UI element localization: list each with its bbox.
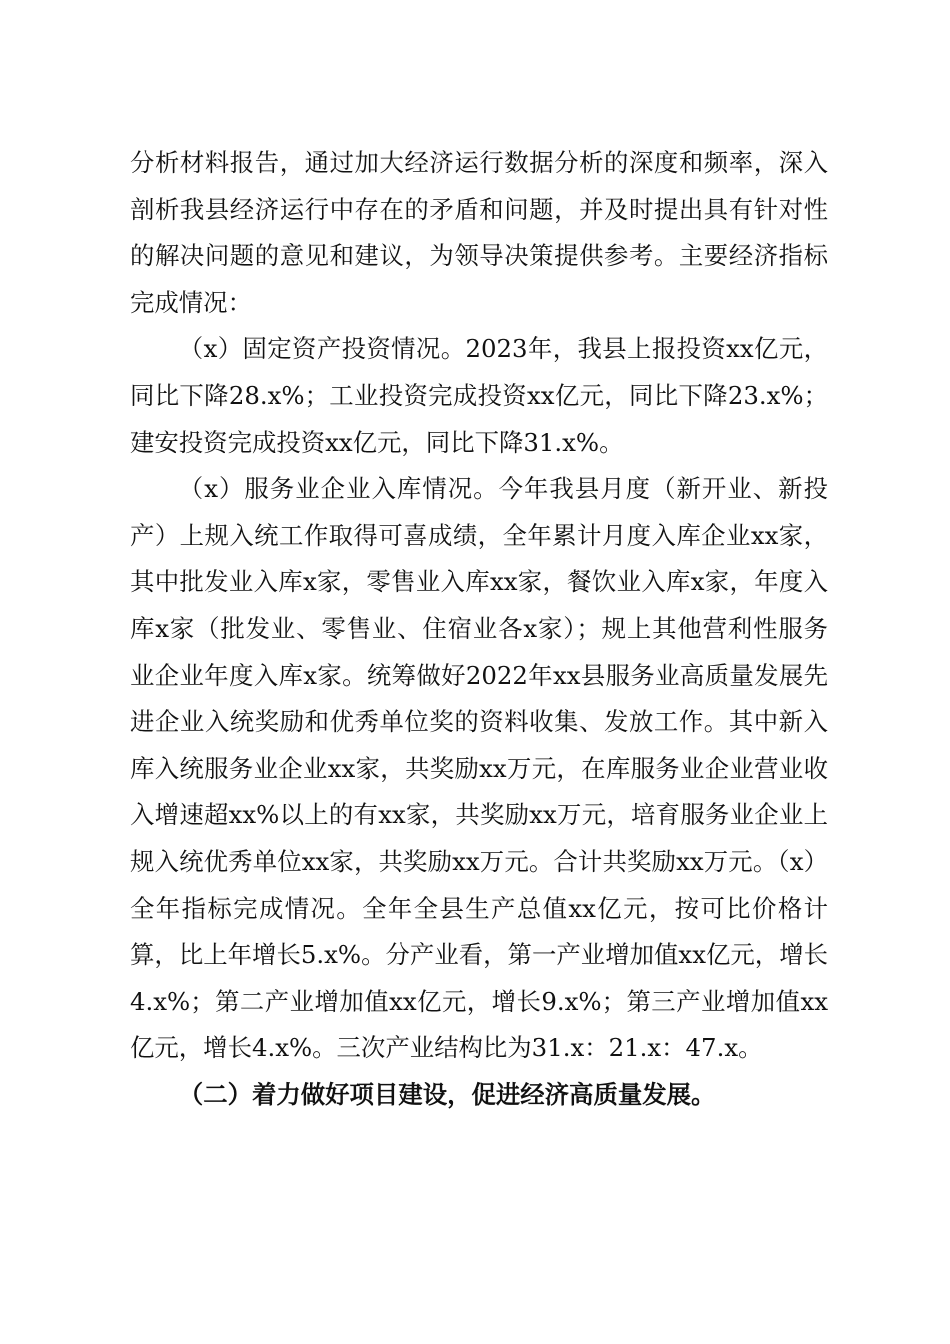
paragraph-fixed-asset-investment: （x）固定资产投资情况。2023年，我县上报投资xx亿元，同比下降28.x%；工业投资完成投资xx亿元，同比下降23.x%；建安投资完成投资xx亿元，同比下降31.x%。 bbox=[130, 334, 828, 457]
document-body bbox=[130, 140, 828, 1118]
paragraph-continuation: 分析材料报告，通过加大经济运行数据分析的深度和频率，深入剖析我县经济运行中存在的矛盾和问题，并及时提出具有针对性的解决问题的意见和建议，为领导决策提供参考。主要经济指标完成情况： bbox=[130, 148, 828, 317]
paragraph-service-enterprises: （x）服务业企业入库情况。今年我县月度（新开业、新投产）上规入统工作取得可喜成绩，全年累计月度入库企业xx家，其中批发业入库x家，零售业入库xx家，餐饮业入库x家，年度入库x家（批发业、零售业、住宿业各x家）；规上其他营利性服务业企业年度入库x家。统筹做好2022年xx县服务业高质量发展先进企业入统奖励和优秀单位奖的资料收集、发放工作。其中新入库入统服务业企业xx家，共奖励xx万元，在库服务业企业营业收入增速超xx%以上的有xx家，共奖励xx万元，培育服务业企业上规入统优秀单位xx家，共奖励xx万元。合计共奖励xx万元。（x）全年指标完成情况。全年全县生产总值xx亿元，按可比价格计算，比上年增长5.x%。分产业看，第一产业增加值xx亿元，增长4.x%；第二产业增加值xx亿元，增长9.x%；第三产业增加值xx亿元，增长4.x%。三次产业结构比为31.x：21.x：47.x。 bbox=[130, 474, 828, 1063]
section-heading: （二）着力做好项目建设，促进经济高质量发展。 bbox=[178, 1079, 716, 1109]
